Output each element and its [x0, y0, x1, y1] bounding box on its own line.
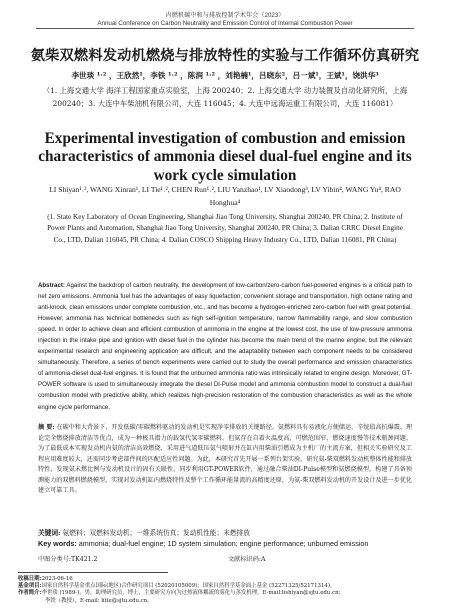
keywords-en-text: ammonia; dual-fuel engine; 1D system simulation; engine performance; unburned emission — [78, 539, 369, 548]
footnote-author — [18, 590, 432, 597]
authors-en: LI Shiyan¹˒², WANG Xinran¹, LI Tie¹˒², CHEN Run¹˒², LIU Yanzhao¹, LV Xiaodong³, LV Yibin⁴, WANG Yu⁴, RAO Honghua⁴ — [49, 185, 401, 207]
clc-value: TK421.2 — [71, 556, 98, 563]
paper-title-cn: 氨柴双燃料发动机燃烧与排放特性的实验与工作循环仿真研究 — [30, 48, 420, 64]
keywords-cn-text: 氨燃料；双燃料发动机；一维系统仿真；发动机性能；未燃排放 — [62, 529, 250, 537]
classification-line — [38, 554, 412, 563]
keywords-cn — [38, 527, 412, 537]
authors-cn: 李世琰 ¹˒² ，王欣然¹，李铁 ¹˒² ，陈润 ¹˒² ，刘艳楠¹，吕晓东²，吕一斌¹，王斌¹，饶洪华³ — [71, 71, 379, 80]
zhaiyao-text: 在碳中和大背景下，开发低碳/零碳燃料驱动的发动机是实现净零排放的关键路径。氨燃料具有易液化方便储运、辛烷值高抗爆震、理论完全燃烧排放清洁等优点，成为一种极具潜力的载氢代氢零碳燃料。但氨存在自着火温度高、可燃范围窄、燃烧速度慢等技术瓶颈问题。为了最低成本实现发动机内氨的清洁高效燃烧，采用进气道低压氨气喷射并在缸内用柴油引燃成为主机厂的主流方案，但相关实验研究及工程应用难度较大，还需同步考虑部件间的匹配适应性问题。为此，本研究首先开展一系列台架实验，研究氨-柴双燃料发动机整体性能和排放特性，发现氨未燃比例与发动机设计的固有关联性。同步利用GT-POWER软件，通过融合柴油DI-Pulse模型和氨燃烧模型，构建了具备预测能力的双燃料燃烧模型，实现对发动机缸内燃烧特性及整个工作循环能量流的高精度还原，为氨-柴双燃料发动机的开发设计及进一步优化建立可靠工具。 — [38, 424, 412, 494]
author-text: 李世琰 (1989-)，男，助理研究员，博士，主要研究方向为过热液体耦流的雾化与蒸发机理。E-mail:lishiyan@sjtu.edu.cn; — [41, 590, 341, 597]
footnote-rule — [18, 572, 168, 573]
paper-title-en: Experimental investigation of combustion and emission characteristics of ammonia diesel dual-fuel engine and its work cycle simulation — [38, 130, 412, 184]
keywords-en-label: Key words: — [38, 539, 77, 548]
doc-code-label: 文献标识码: — [228, 556, 262, 563]
received-date: 2023-06-16 — [41, 576, 73, 582]
header-rule — [36, 28, 414, 29]
fund-label: 基金项目: — [18, 583, 42, 590]
abstract-label: Abstract: — [38, 282, 65, 289]
keywords-cn-label: 关键词: — [38, 529, 61, 537]
received-label: 收稿日期: — [18, 576, 42, 582]
affiliations-cn: （1. 上海交通大学 海洋工程国家重点实验室，上海 200240；2. 上海交通大学 动力装置及自动化研究所，上海 200240；3. 大连中车柴油机有限公司，大连 116045；4. 大连中远海运重工有限公司，大连 116081） — [42, 86, 408, 108]
conference-header-cn: 内燃机碳中和与排放控制学术年会（2023） — [165, 12, 285, 19]
doc-code-value: A — [261, 556, 266, 563]
abstract-en — [38, 280, 412, 413]
author-label: 作者简介: — [18, 590, 42, 597]
abstract-text: Against the backdrop of carbon neutrality, the development of low-carbon/zero-carbon fuel-powered engines is a critical path to net zero emissions. Ammonia fuel has the advantages of easy liquefaction, convenient storage and transportation, high octane rating and anti-knock, clean emissions under complete combustion, etc., and has become a hydrogen-enriched zero-carbon fuel with great potential. However, ammonia has technical bottlenecks such as high self-ignition temperature, narrow flammability range, and slow combustion speed. In order to achieve clean and efficient combustion of ammonia in the engine at the lowest cost, the use of low-pressure ammonia injection in the intake pipe and ignition with diesel fuel in the cylinder has become the main trend of the marine engine, but the relevant experimental research and engineering application are difficult, and the adaptability between each component needs to be considered simultaneously. Therefore, a series of bench experiments were carried out to study the overall performance and emission characteristics of ammonia-diesel dual-fuel engines. It is found that the unburned ammonia ratio was intrinsically related to engine design. Moreover, GT-POWER software is used to simultaneously integrate the diesel DI-Pulse model and ammonia combustion model to construct a dual-fuel combustion model with predictive ability, which realizes high-precision restoration of the combustion characteristics as well as the whole engine cycle performance. — [38, 282, 412, 411]
doc-code — [228, 554, 266, 563]
fund-text: 国家自然科学基金重点国际(地区)合作研究项目 (52020105009)；国家自然科学基金面上基金 (52271325/52171314)。 — [41, 583, 336, 590]
zhaiyao-label: 摘 要: — [38, 424, 55, 431]
affiliations-en: (1. State Key Laboratory of Ocean Engineering, Shanghai Jiao Tong University, Shanghai 200240, PR China; 2. Institute of Power Plants and Automation, Shanghai Jiao Tong University, Shanghai 200240, PR China; 3. Dalian CRRC Diesel Engine Co., LTD, Dalian 116045, PR China; 4. Dalian COSCO Shipping Heavy Industry Co., LTD, Dalian 116081, PR China) — [47, 213, 403, 244]
keywords-en — [38, 539, 412, 548]
footnote-contact: 李铁（教授），E-mail: litie@sjtu.edu.cn。 — [45, 597, 153, 604]
conference-header-en: Annual Conference on Carbon Neutrality and Emission Control of Internal Combustion Power — [97, 20, 353, 27]
footnote — [18, 576, 432, 605]
clc-label: 中图分类号: — [38, 556, 72, 563]
abstract-cn — [38, 423, 412, 497]
